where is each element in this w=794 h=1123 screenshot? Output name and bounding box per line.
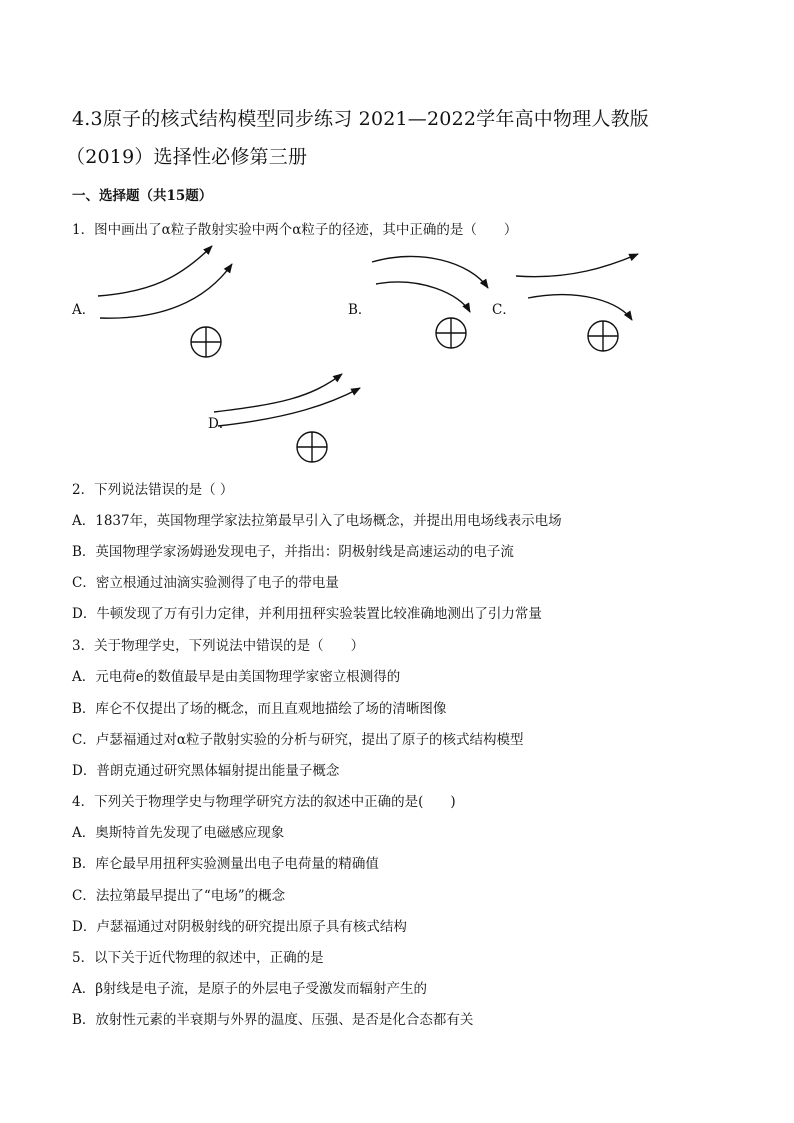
figure-c-nucleus-icon — [588, 321, 618, 351]
question-1-figure — [0, 0, 794, 480]
figure-label-b: B． — [348, 302, 372, 318]
figure-b-nucleus-icon — [436, 318, 466, 348]
question-3-option-b: B．库仑不仅提出了场的概念，而且直观地描绘了场的清晰图像 — [72, 701, 447, 717]
figure-c-trajectory-1 — [516, 254, 638, 277]
question-5-option-a: A．β射线是电子流，是原子的外层电子受激发而辐射产生的 — [72, 981, 428, 997]
figure-d-trajectory-2 — [218, 388, 360, 426]
question-3-option-a: A．元电荷e的数值最早是由美国物理学家密立根测得的 — [72, 669, 401, 685]
question-4-stem: 4．下列关于物理学史与物理学研究方法的叙述中正确的是( ) — [72, 794, 456, 810]
question-3-stem: 3．关于物理学史，下列说法中错误的是（ ） — [72, 638, 365, 654]
figure-d-nucleus-icon — [297, 432, 327, 462]
question-2-option-d: D．牛顿发现了万有引力定律，并利用扭秤实验装置比较准确地测出了引力常量 — [72, 606, 542, 622]
question-3-option-c: C．卢瑟福通过对α粒子散射实验的分析与研究，提出了原子的核式结构模型 — [72, 732, 524, 748]
figure-d-trajectories — [214, 374, 360, 426]
question-3-option-d: D．普朗克通过研究黑体辐射提出能量子概念 — [72, 763, 340, 779]
figure-a-trajectories — [98, 246, 232, 318]
document-title-line-1: 4.3原子的核式结构模型同步练习 2021—2022学年高中物理人教版 — [72, 108, 649, 130]
question-5-stem: 5．以下关于近代物理的叙述中，正确的是 — [72, 950, 324, 966]
question-4-option-b: B．库仑最早用扭秤实验测量出电子电荷量的精确值 — [72, 856, 379, 872]
question-2-option-c: C．密立根通过油滴实验测得了电子的带电量 — [72, 575, 339, 591]
question-2-option-a: A．1837年，英国物理学家法拉第最早引入了电场概念，并提出用电场线表示电场 — [72, 513, 562, 529]
figure-a-trajectory-2 — [100, 264, 232, 318]
figure-a-trajectory-1 — [98, 246, 212, 296]
question-2-stem: 2．下列说法错误的是（ ） — [72, 482, 234, 498]
question-4-option-d: D．卢瑟福通过对阴极射线的研究提出原子具有核式结构 — [72, 919, 407, 935]
figure-label-c: C． — [492, 302, 516, 318]
figure-d-trajectory-1 — [214, 374, 342, 412]
question-1-stem: 1．图中画出了α粒子散射实验中两个α粒子的径迹，其中正确的是（ ） — [72, 222, 518, 238]
question-2-option-b: B．英国物理学家汤姆逊发现电子，并指出：阴极射线是高速运动的电子流 — [72, 544, 514, 560]
figure-label-d: D． — [208, 416, 233, 432]
figure-b-trajectory-1 — [372, 256, 488, 288]
figure-b-trajectory-2 — [376, 282, 470, 312]
figure-label-a: A． — [72, 302, 96, 318]
question-4-option-c: C．法拉第最早提出了“电场”的概念 — [72, 888, 286, 904]
question-5-option-b: B．放射性元素的半衰期与外界的温度、压强、是否是化合态都有关 — [72, 1012, 474, 1028]
document-title-line-2: （2019）选择性必修第三册 — [66, 146, 308, 168]
question-4-option-a: A．奥斯特首先发现了电磁感应现象 — [72, 825, 285, 841]
section-heading: 一、选择题（共15题） — [72, 188, 213, 204]
figure-a-nucleus-icon — [191, 327, 221, 357]
figure-b-trajectories — [372, 256, 488, 312]
figure-c-trajectory-2 — [528, 295, 632, 320]
figure-c-trajectories — [516, 254, 638, 320]
